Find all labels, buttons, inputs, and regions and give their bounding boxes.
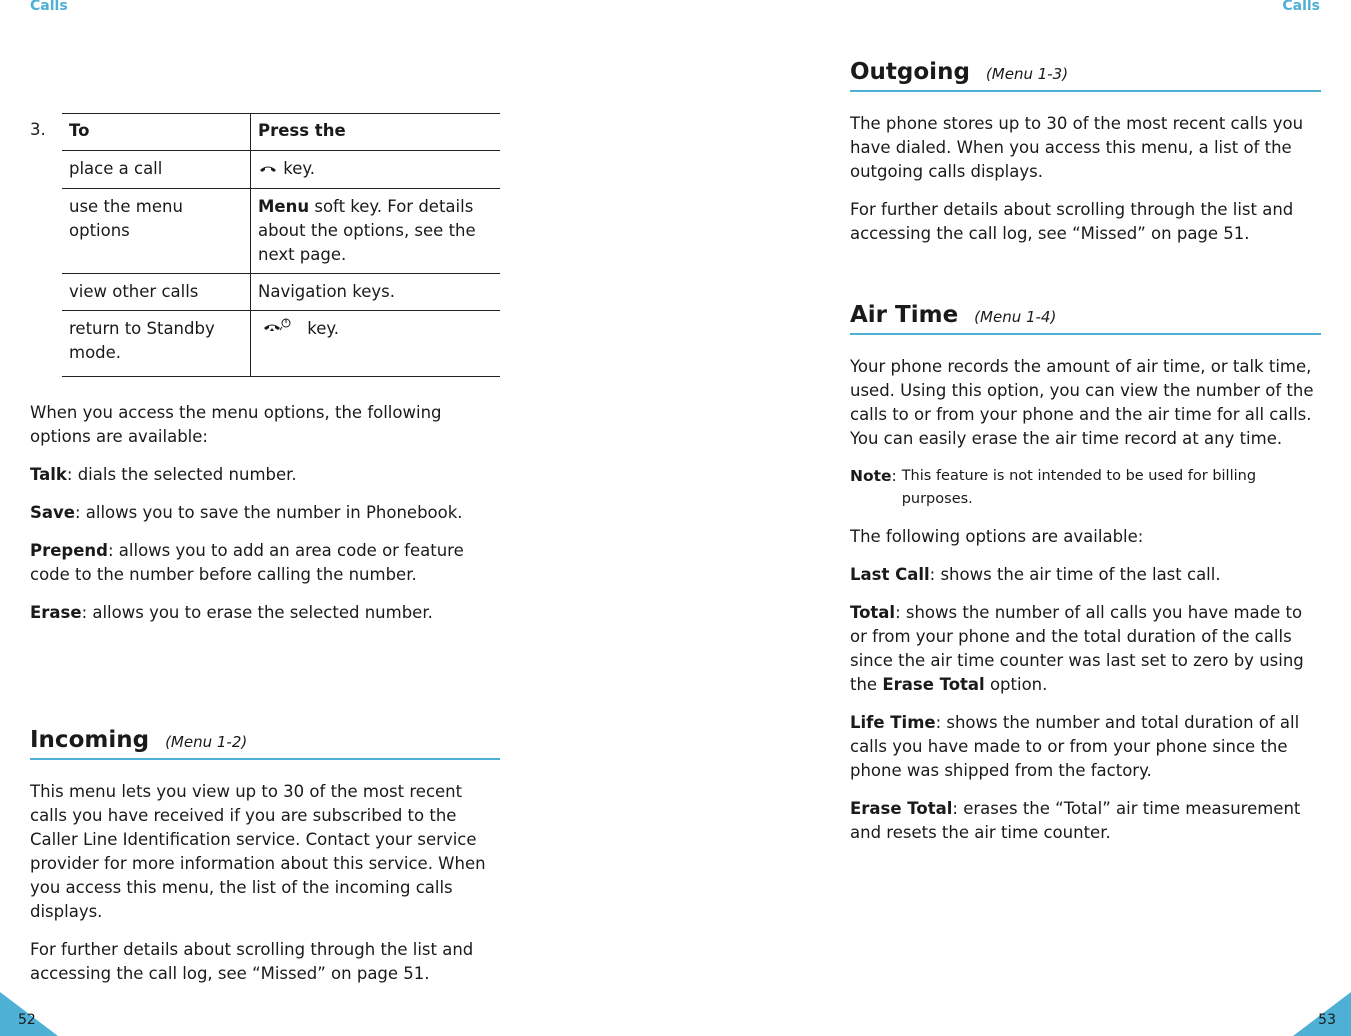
option-life-time: Life Time: shows the number and total duration of all calls you have made to or from your phone since the phone was shipped from the factory.: [850, 713, 1300, 780]
right-page: [850, 0, 1321, 1036]
cell-press: [251, 151, 501, 189]
outgoing-paragraph: For further details about scrolling through the list and accessing the call log, see “Missed” on page 51.: [850, 200, 1294, 243]
option-save: Save: allows you to save the number in Phonebook.: [30, 503, 463, 522]
cell-press-bold: Menu: [258, 196, 310, 216]
cell-press: [251, 188, 501, 273]
section-title-text: Incoming: [30, 727, 150, 753]
airtime-options-intro: The following options are available:: [850, 527, 1144, 546]
step-number: 3.: [30, 120, 46, 139]
page-header-right: Calls: [1282, 0, 1320, 14]
table-header-row: [62, 114, 500, 151]
table-row: [62, 188, 500, 273]
cell-to: view other calls: [62, 273, 251, 310]
cell-press-text: Navigation keys.: [258, 281, 395, 301]
options-intro: When you access the menu options, the following options are available:: [30, 403, 442, 446]
section-title-text: Air Time: [850, 302, 959, 328]
key-table: [62, 113, 500, 377]
cell-press-text: soft key. For details about the options, see the next page.: [258, 196, 476, 264]
cell-to: place a call: [62, 151, 251, 189]
section-menu-ref: (Menu 1-2): [165, 733, 248, 751]
col-header-to: To: [62, 114, 251, 151]
section-menu-ref: (Menu 1-3): [985, 65, 1069, 83]
cell-to: return to Standby mode.: [62, 310, 251, 376]
note-text: This feature is not intended to be used for billing purposes.: [901, 468, 1257, 507]
airtime-paragraph: Your phone records the amount of air time, or talk time, used. Using this option, you can view the number of the calls to or from your phone and the air time for all calls. You can easily erase the air time record at any time.: [850, 357, 1314, 448]
end-power-key-icon: [258, 317, 302, 342]
section-incoming-title: [30, 727, 500, 760]
note: Note: This feature is not intended to be used for billing purposes.: [850, 465, 1321, 511]
page-number-right: 53: [1318, 1012, 1336, 1028]
incoming-paragraph: This menu lets you view up to 30 of the most recent calls you have received if you are subscribed to the Caller Line Identification service. Contact your service provider for more information about this service. When you access this menu, the list of the incoming calls displays.: [30, 782, 486, 921]
option-total: Total: shows the number of all calls you have made to or from your phone and the total duration of the calls since the air time counter was last set to zero by using the Erase Total option.: [850, 603, 1304, 694]
page-number-left: 52: [18, 1012, 36, 1028]
section-menu-ref: (Menu 1-4): [974, 308, 1057, 326]
note-label: Note: [850, 467, 892, 485]
cell-press: [251, 310, 501, 376]
section-airtime-title: [850, 302, 1321, 335]
incoming-paragraph: For further details about scrolling through the list and accessing the call log, see “Missed” on page 51.: [30, 940, 474, 983]
cell-press-text: key.: [307, 318, 340, 338]
option-erase-total: Erase Total: erases the “Total” air time measurement and resets the air time counter.: [850, 799, 1301, 842]
left-page: [30, 0, 500, 1036]
cell-to: use the menu options: [62, 188, 251, 273]
cell-press-text: key.: [283, 159, 316, 178]
table-row: [62, 151, 500, 189]
col-header-press: Press the: [251, 114, 501, 151]
option-prepend: Prepend: allows you to add an area code or feature code to the number before calling the number.: [30, 541, 464, 584]
section-outgoing-title: [850, 59, 1321, 92]
table-row: [62, 310, 500, 376]
option-talk: Talk: dials the selected number.: [30, 465, 297, 484]
section-title-text: Outgoing: [850, 59, 970, 85]
table-row: [62, 273, 500, 310]
option-last-call: Last Call: shows the air time of the last call.: [850, 565, 1221, 584]
page-header-left: Calls: [30, 0, 68, 14]
option-erase: Erase: allows you to erase the selected number.: [30, 603, 433, 622]
send-key-icon: [258, 158, 278, 182]
cell-press: [251, 273, 501, 310]
outgoing-paragraph: The phone stores up to 30 of the most recent calls you have dialed. When you access this menu, a list of the outgoing calls displays.: [850, 114, 1304, 181]
